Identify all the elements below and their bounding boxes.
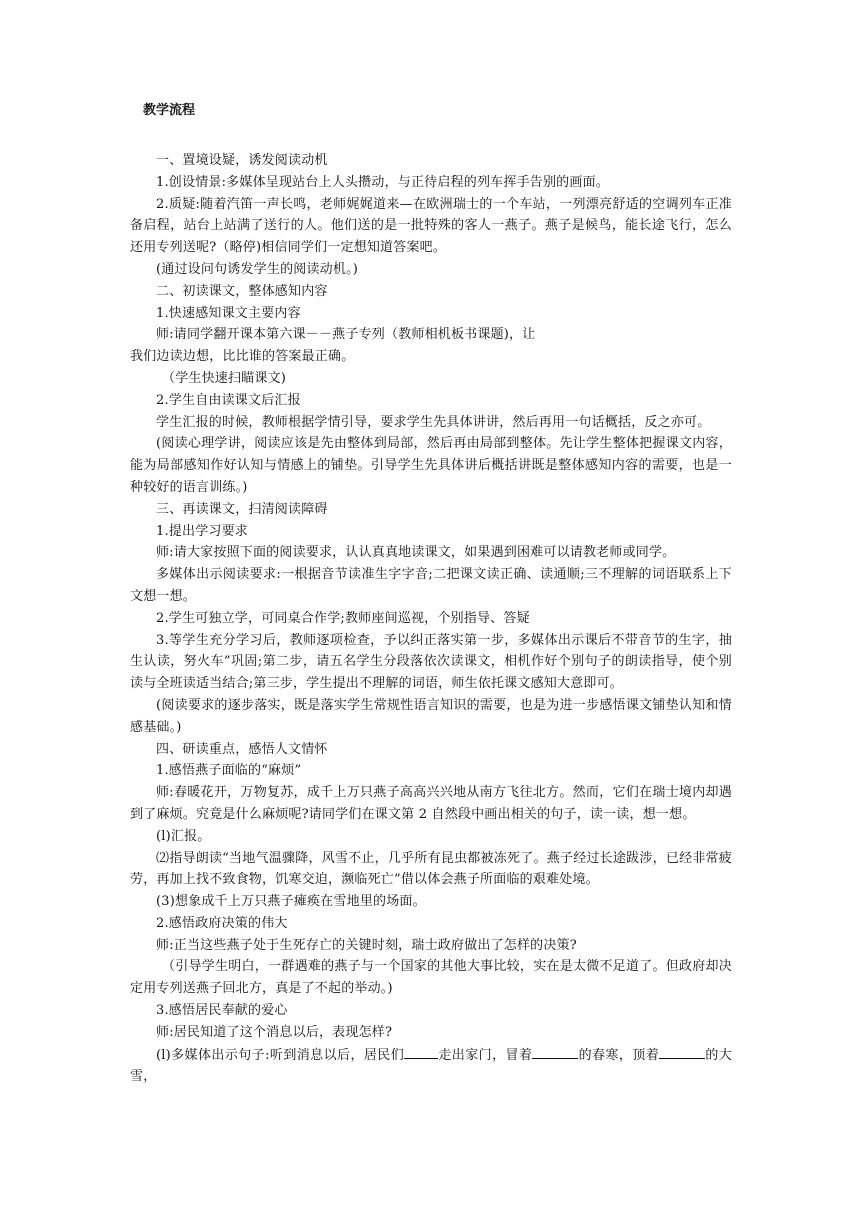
document-title: 教学流程 [143, 103, 196, 118]
paragraph: 师:请大家按照下面的阅读要求，认认真真地读课文，如果遇到困难可以请教老师或同学。 [156, 545, 676, 561]
blank-line [659, 1044, 705, 1059]
paragraph: 2.感悟政府决策的伟大 [156, 915, 288, 931]
paragraph: 1.感悟燕子面临的“麻烦” [156, 763, 302, 779]
fill-in-sentence [130, 1044, 732, 1089]
fill-in-text-1: (l)多媒体出示句子:听到消息以后，居民们 [156, 1047, 405, 1063]
paragraph: 师:正当这些燕子处于生死存亡的关键时刻，瑞士政府做出了怎样的决策? [156, 937, 577, 953]
fill-in-text-4: 的大雪， [130, 1047, 732, 1085]
paragraph: 2.学生自由读课文后汇报 [156, 392, 301, 408]
paragraph: 1.快速感知课文主要内容 [156, 305, 301, 321]
paragraph: 2.学生可独立学，可同桌合作学;教师座间巡视，个别指导、答疑 [156, 610, 530, 626]
paragraph: 3.等学生充分学习后，教师逐项检查，予以纠正落实第一步，多媒体出示课后不带音节的生字，抽生认读，努火车”巩固;第二步，请五名学生分段落依次读课文，相机作好个别句子的朗读指导，使个别读与全班读适当结合;第三步，学生提出不理解的词语，师生依托课文感知大意即可。 [130, 632, 732, 692]
paragraph: 3.感悟居民奉献的爱心 [156, 1003, 288, 1019]
section-heading: 二、初读课文，整体感知内容 [156, 283, 328, 299]
paragraph: 我们边读边想，比比谁的答案最正确。 [130, 349, 355, 365]
paragraph: (阅读心理学讲，阅读应该是先由整体到局部，然后再由局部到整体。先让学生整体把握课文内容，能为局部感知作好认知与情感上的铺垫。引导学生先具体讲后概括讲既是整体感知内容的需要，也是一种较好的语言训练。) [130, 436, 732, 495]
paragraph: (阅读要求的逐步落实，既是落实学生常规性语言知识的需要，也是为进一步感悟课文铺垫认知和情感基础。) [130, 697, 732, 735]
paragraph: 2.质疑:随着汽笛一声长鸣，老师娓娓道来—在欧洲瑞士的一个车站，一列漂亮舒适的空调列车正准备启程，站台上站满了送行的人。他们送的是一批特殊的客人一燕子。燕子是候鸟，能长途飞行，怎么还用专列送呢?（略停)相信同学们一定想知道答案吧。 [130, 196, 732, 256]
paragraph: 学生汇报的时候，教师根据学情引导，要求学生先具体讲讲，然后再用一句话概括，反之亦可。 [156, 414, 711, 430]
paragraph: 师:春暖花开，万物复苏，成千上万只燕子高高兴兴地从南方飞往北方。然而，它们在瑞士境内却遇到了麻烦。究竟是什么麻烦呢?请同学们在课文第 2 自然段中画出相关的句子，读一读，想一想。 [130, 785, 732, 822]
paragraph: 师:居民知道了这个消息以后，表现怎样? [156, 1024, 393, 1040]
paragraph: 1.提出学习要求 [156, 523, 249, 539]
paragraph: （学生快速扫瞄课文) [162, 370, 287, 386]
paragraph: (3)想象成千上万只燕子瘫痪在雪地里的场面。 [156, 894, 426, 910]
paragraph: 1.创设情景:多媒体呈现站台上人头攒动，与正待启程的列车挥手告别的画面。 [156, 174, 609, 190]
paragraph: （引导学生明白，一群遇难的燕子与一个国家的其他大事比较，实在是太微不足道了。但政府却决定用专列送燕子回北方，真是了不起的举动。) [130, 959, 732, 997]
fill-in-text-2: 走出家门，冒着 [438, 1047, 533, 1063]
section-heading: 四、研读重点，感悟人文情怀 [156, 741, 328, 757]
paragraph: 多媒体出示阅读要求:一根据音节读准生字字音;二把课文读正确、读通顺;三不理解的词语联系上下文想一想。 [130, 567, 732, 604]
fill-in-text-3: 的春寒，顶着 [578, 1047, 660, 1063]
blank-line [404, 1044, 438, 1059]
section-heading: 一、置境设疑，诱发阅读动机 [156, 153, 328, 168]
paragraph: (通过设问句诱发学生的阅读动机。) [156, 261, 359, 277]
blank-line [532, 1044, 578, 1059]
section-heading: 三、再读课文，扫清阅读障碍 [156, 501, 328, 517]
paragraph: ⑵指导朗读“当地气温骤降，风雪不止，几乎所有昆虫都被冻死了。燕子经过长途跋涉，已经非常疲劳，再加上找不致食物，饥寒交迫，濒临死亡”借以体会燕子所面临的艰难处境。 [130, 850, 732, 888]
paragraph: 师:请同学翻开课本第六课－－燕子专列（教师相机板书课题)，让 [156, 327, 536, 343]
document-page [130, 100, 732, 1088]
paragraph: (l)汇报。 [156, 828, 211, 844]
